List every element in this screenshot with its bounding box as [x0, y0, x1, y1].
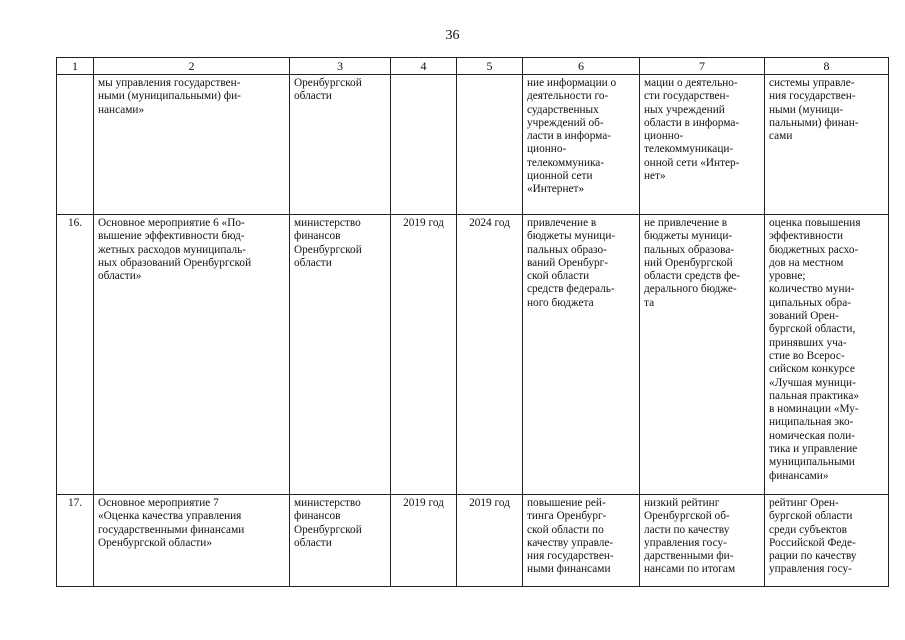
related-indicator: рейтинг Орен- бургской области среди субъектов Российской Феде- рации по качеству управления госу-	[765, 495, 889, 587]
column-number: 5	[457, 58, 523, 75]
expected-result: привлечение в бюджеты муници- пальных образо- ваний Оренбург- ской области средств федераль- ного бюджета	[523, 215, 640, 495]
expected-result: повышение рей- тинга Оренбург- ской области по качеству управле- ния государствен- ными финансами	[523, 495, 640, 587]
column-number: 6	[523, 58, 640, 75]
start-year: 2019 год	[391, 215, 457, 495]
table-row	[57, 495, 889, 587]
column-number: 8	[765, 58, 889, 75]
end-year	[457, 75, 523, 215]
table-row	[57, 75, 889, 215]
non-implementation-consequence: не привлечение в бюджеты муници- пальных образова- ний Оренбургской области средств фе- дерального бюдже- та	[640, 215, 765, 495]
expected-result: ние информации о деятельности го- сударственных учреждений об- ласти в информа- ционно- телекоммуника- ционной сети «Интернет»	[523, 75, 640, 215]
end-year: 2019 год	[457, 495, 523, 587]
column-number: 1	[57, 58, 94, 75]
table-row	[57, 215, 889, 495]
related-indicator: оценка повышения эффективности бюджетных расхо- дов на местном уровне; количество муни- ципальных обра- зований Орен- бургской области, принявших уча- стие во Всерос- сийском конкурсе «Лучшая муници- пальная практика» в номинации «Му- ниципальная эко- номическая поли- тика и управление муниципальными финансами»	[765, 215, 889, 495]
executor: министерство финансов Оренбургской области	[290, 495, 391, 587]
measures-table	[56, 57, 889, 587]
column-number-row	[57, 58, 889, 75]
non-implementation-consequence: низкий рейтинг Оренбургской об- ласти по качеству управления госу- дарственными фи- нансами по итогам	[640, 495, 765, 587]
measure-name: Основное мероприятие 6 «По- вышение эффективности бюд- жетных расходов муниципаль- ных образований Оренбургской области»	[94, 215, 290, 495]
end-year: 2024 год	[457, 215, 523, 495]
column-number: 4	[391, 58, 457, 75]
row-number: 16.	[57, 215, 94, 495]
measure-name: Основное мероприятие 7 «Оценка качества управления государственными финансами Оренбургской области»	[94, 495, 290, 587]
row-number: 17.	[57, 495, 94, 587]
page-number: 36	[445, 28, 460, 43]
start-year: 2019 год	[391, 495, 457, 587]
related-indicator: системы управле- ния государствен- ными (муници- пальными) финан- сами	[765, 75, 889, 215]
column-number: 2	[94, 58, 290, 75]
column-number: 7	[640, 58, 765, 75]
executor: Оренбургской области	[290, 75, 391, 215]
non-implementation-consequence: мации о деятельно- сти государствен- ных учреждений области в информа- ционно- телекоммуникаци- онной сети «Интер- нет»	[640, 75, 765, 215]
executor: министерство финансов Оренбургской области	[290, 215, 391, 495]
measure-name: мы управления государствен- ными (муниципальными) фи- нансами»	[94, 75, 290, 215]
start-year	[391, 75, 457, 215]
row-number	[57, 75, 94, 215]
column-number: 3	[290, 58, 391, 75]
